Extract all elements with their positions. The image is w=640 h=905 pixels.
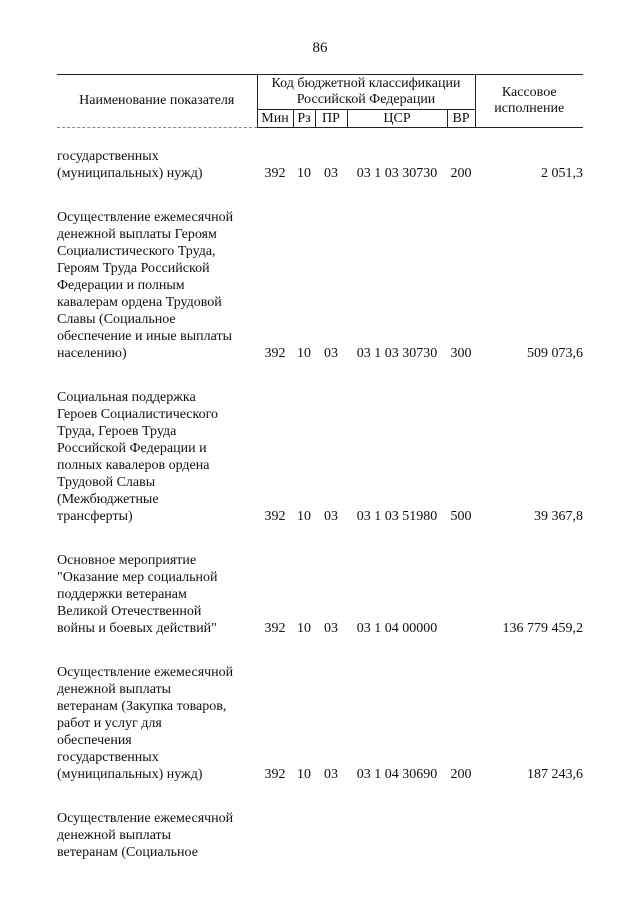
header-col-min: Мин [257,110,293,128]
row-min: 392 [264,621,286,636]
row-name: Социальная поддержка Героев Социалистического Труда, Героев Труда Российской Федерации и полных кавалеров ордена Трудовой Славы (Межбюджетные трансферты) [57,390,218,524]
row-rz: 10 [297,767,311,782]
page-number: 86 [312,40,328,56]
row-amount: 39 367,8 [534,509,583,524]
row-name: Осуществление ежемесячной денежной выплаты ветеранам (Закупка товаров, работ и услуг для обеспечения государственных (муниципальных) нужд) [57,665,234,782]
row-amount: 187 243,6 [527,767,583,782]
row-amount [475,810,583,861]
row-min [257,810,293,861]
row-rz: 10 [297,346,311,361]
row-csr: 03 1 03 30730 [356,166,438,181]
table-row [57,552,583,637]
row-name: государственных (муниципальных) нужд) [57,149,203,181]
header-indicator: Наименование показателя [57,75,257,128]
row-min: 392 [264,509,286,524]
header-col-vr: ВР [447,110,475,128]
row-vr [447,810,475,861]
row-rz: 10 [297,166,311,181]
row-pr: 03 [324,346,338,361]
row-amount: 2 051,3 [541,166,583,181]
table-row [57,664,583,783]
row-name: Осуществление ежемесячной денежной выплаты Героям Социалистического Труда, Героям Труда Российской Федерации и полным кавалерам ордена Трудовой Славы (Социальное обеспечение и иные выплаты населению) [57,210,234,361]
table-row [57,389,583,525]
header-col-rz: Рз [293,110,315,128]
row-rz: 10 [297,509,311,524]
row-pr: 03 [324,621,338,636]
table-header [57,74,583,128]
row-pr: 03 [324,767,338,782]
header-cash-execution: Кассовое исполнение [475,75,583,128]
row-name: Осуществление ежемесячной денежной выплаты ветеранам (Социальное [57,811,234,860]
row-pr: 03 [324,166,338,181]
table-row [57,810,583,861]
row-min: 392 [264,767,286,782]
header-col-csr: ЦСР [347,110,447,128]
row-min: 392 [264,346,286,361]
row-pr [315,810,347,861]
row-amount: 509 073,6 [527,346,583,361]
row-amount: 136 779 459,2 [502,621,583,636]
row-min: 392 [264,166,286,181]
row-name: Основное мероприятие "Оказание мер социальной поддержки ветеранам Великой Отечественной войны и боевых действий" [57,553,218,636]
row-vr: 500 [450,509,472,524]
row-csr: 03 1 03 51980 [356,509,438,524]
row-vr: 300 [450,346,472,361]
row-csr: 03 1 03 30730 [356,346,438,361]
row-rz [293,810,315,861]
table-row [57,209,583,362]
row-vr [447,552,475,637]
row-csr: 03 1 04 30690 [356,767,438,782]
row-pr: 03 [324,509,338,524]
data-table [57,148,583,861]
row-rz: 10 [297,621,311,636]
row-csr [347,810,447,861]
table-row [57,148,583,182]
header-col-pr: ПР [315,110,347,128]
header-budget-code: Код бюджетной классификации Российской Федерации [257,75,475,110]
row-csr: 03 1 04 00000 [356,621,438,636]
row-vr: 200 [450,767,472,782]
row-vr: 200 [450,166,472,181]
